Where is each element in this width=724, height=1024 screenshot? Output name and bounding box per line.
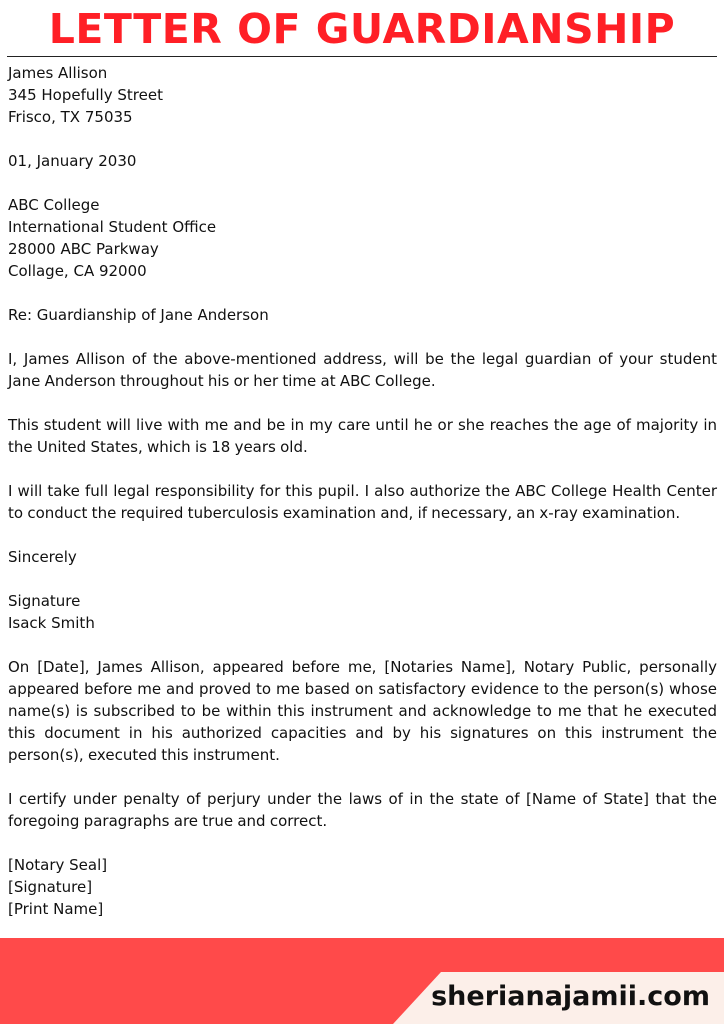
notary-paragraph-2: I certify under penalty of perjury under the laws of in the state of [Name of State] that the foregoing paragraphs are true and correct. (8, 790, 717, 830)
letter-date: 01, January 2030 (8, 152, 137, 170)
recipient-org: ABC College (8, 196, 100, 214)
title-divider (7, 56, 717, 57)
recipient-street: 28000 ABC Parkway (8, 240, 159, 258)
signature-placeholder: [Signature] (8, 878, 93, 896)
closing: Sincerely (8, 548, 77, 566)
signer-name: Isack Smith (8, 614, 95, 632)
subject-line: Re: Guardianship of Jane Anderson (8, 306, 269, 324)
sender-city: Frisco, TX 75035 (8, 108, 133, 126)
notary-seal-placeholder: [Notary Seal] (8, 856, 108, 874)
body-paragraph-3: I will take full legal responsibility for this pupil. I also authorize the ABC College Health Center to conduct the required tuberculosis examination and, if necessary, an x-ray examination. (8, 482, 717, 522)
body-paragraph-1: I, James Allison of the above-mentioned address, will be the legal guardian of your student Jane Anderson throughout his or her time at ABC College. (8, 350, 717, 390)
recipient-dept: International Student Office (8, 218, 217, 236)
signature-label: Signature (8, 592, 81, 610)
sender-name: James Allison (8, 64, 108, 82)
notary-paragraph-1: On [Date], James Allison, appeared before me, [Notaries Name], Notary Public, personally appeared before me and proved to me based on satisfactory evidence to the person(s) whose name(s) is subscribed to be within this instrument and acknowledge to me that he executed this document in his authorized capacities and by his signatures on this instrument the person(s), executed this instrument. (8, 658, 717, 764)
page-title: LETTER OF GUARDIANSHIP (48, 5, 676, 53)
recipient-city: Collage, CA 92000 (8, 262, 147, 280)
footer-site-name: sherianajamii.com (431, 981, 710, 1012)
sender-street: 345 Hopefully Street (8, 86, 163, 104)
body-paragraph-2: This student will live with me and be in my care until he or she reaches the age of majority in the United States, which is 18 years old. (8, 416, 717, 456)
letter-body (8, 62, 717, 920)
print-name-placeholder: [Print Name] (8, 900, 104, 918)
